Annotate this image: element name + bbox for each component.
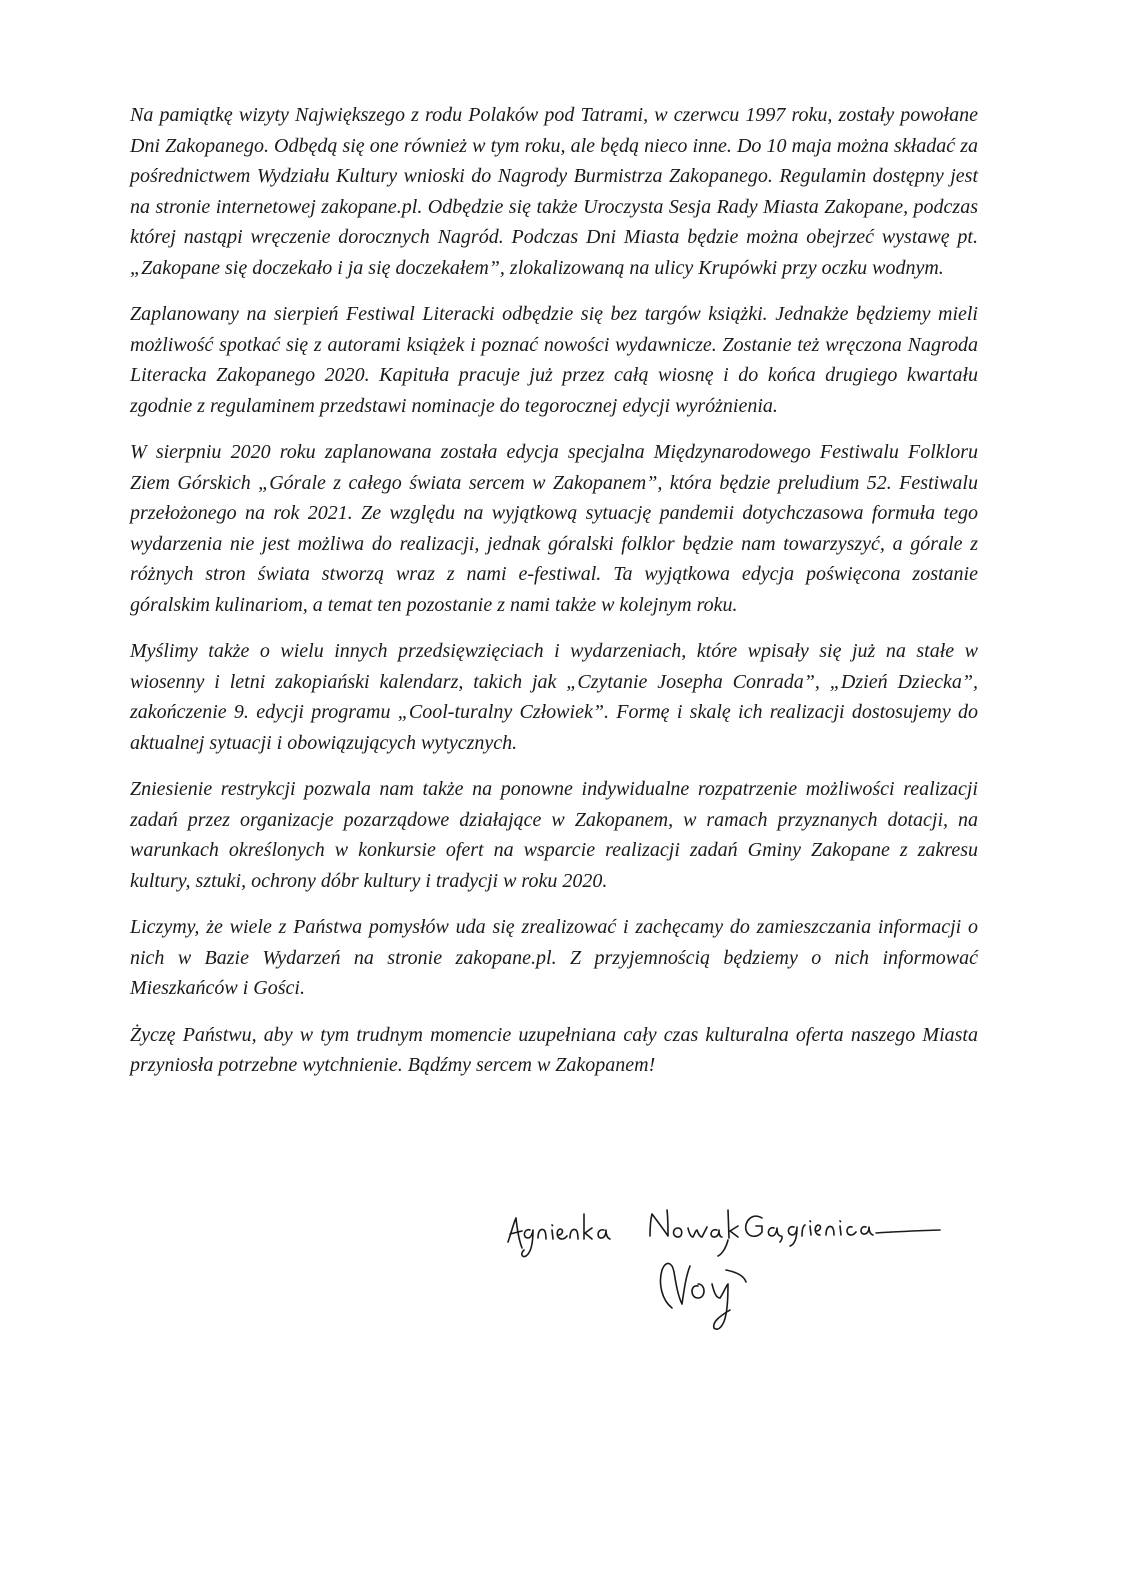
paragraph-zyczenia: Życzę Państwu, aby w tym trudnym momencie uzupełniana cały czas kulturalna oferta naszego Miasta przyniosła potrzebne wytchnienie. Bądźmy sercem w Zakopanem! (130, 1023, 978, 1076)
paragraph-festiwal-folkloru: W sierpniu 2020 roku zaplanowana została edycja specjalna Międzynarodowego Festiwalu Folkloru Ziem Górskich „Górale z całego świata sercem w Zakopanem”, która będzie preludium 52. Festiwalu przełożonego na rok 2021. Ze względu na wyjątkową sytuację pandemii dotychczasowa formuła tego wydarzenia nie jest możliwa do realizacji, jednak góralski folklor będzie nam towarzyszyć, a górale z różnych stron świata stworzą wraz z nami e-festiwal. Ta wyjątkowa edycja poświęcona zostanie góralskim kulinariom, a temat ten pozostanie z nami także w kolejnym roku. (130, 441, 978, 616)
paragraph-festiwal-literacki: Zaplanowany na sierpień Festiwal Literacki odbędzie się bez targów książki. Jednakże będziemy mieli możliwość spotkać się z autorami książek i poznać nowości wydawnicze. Zostanie też wręczona Nagroda Literacka Zakopanego 2020. Kapituła pracuje już przez całą wiosnę i do końca drugiego kwartału zgodnie z regulaminem przedstawi nominacje do tegorocznej edycji wyróżnienia. (130, 303, 978, 417)
handwritten-signature (500, 1200, 970, 1340)
paragraph-baza-wydarzen: Liczymy, że wiele z Państwa pomysłów uda się zrealizować i zachęcamy do zamieszczania informacji o nich w Bazie Wydarzeń na stronie zakopane.pl. Z przyjemnością będziemy o nich informować Mieszkańców i Gości. (130, 916, 978, 999)
paragraph-dni-zakopanego: Na pamiątkę wizyty Największego z rodu Polaków pod Tatrami, w czerwcu 1997 roku, zostały powołane Dni Zakopanego. Odbędą się one również w tym roku, ale będą nieco inne. Do 10 maja można składać za pośrednictwem Wydziału Kultury wnioski do Nagrody Burmistrza Zakopanego. Regulamin dostępny jest na stronie internetowej zakopane.pl. Odbędzie się także Uroczysta Sesja Rady Miasta Zakopane, podczas której nastąpi wręczenie dorocznych Nagród. Podczas Dni Miasta będzie można obejrzeć wystawę pt. „Zakopane się doczekało i ja się doczekałem”, zlokalizowaną na ulicy Krupówki przy oczku wodnym. (130, 104, 978, 279)
signature-drawing (500, 1200, 970, 1340)
letter-body (130, 100, 978, 1097)
paragraph-organizacje-pozarzadowe: Zniesienie restrykcji pozwala nam także na ponowne indywidualne rozpatrzenie możliwości realizacji zadań przez organizacje pozarządowe działające w Zakopanem, w ramach przyznanych dotacji, na warunkach określonych w konkursie ofert na wsparcie realizacji zadań Gminy Zakopane z zakresu kultury, sztuki, ochrony dóbr kultury i tradycji w roku 2020. (130, 778, 978, 892)
paragraph-inne-wydarzenia: Myślimy także o wielu innych przedsięwzięciach i wydarzeniach, które wpisały się już na stałe w wiosenny i letni zakopiański kalendarz, takich jak „Czytanie Josepha Conrada”, „Dzień Dziecka”, zakończenie 9. edycji programu „Cool-turalny Człowiek”. Formę i skalę ich realizacji dostosujemy do aktualnej sytuacji i obowiązujących wytycznych. (130, 640, 978, 754)
